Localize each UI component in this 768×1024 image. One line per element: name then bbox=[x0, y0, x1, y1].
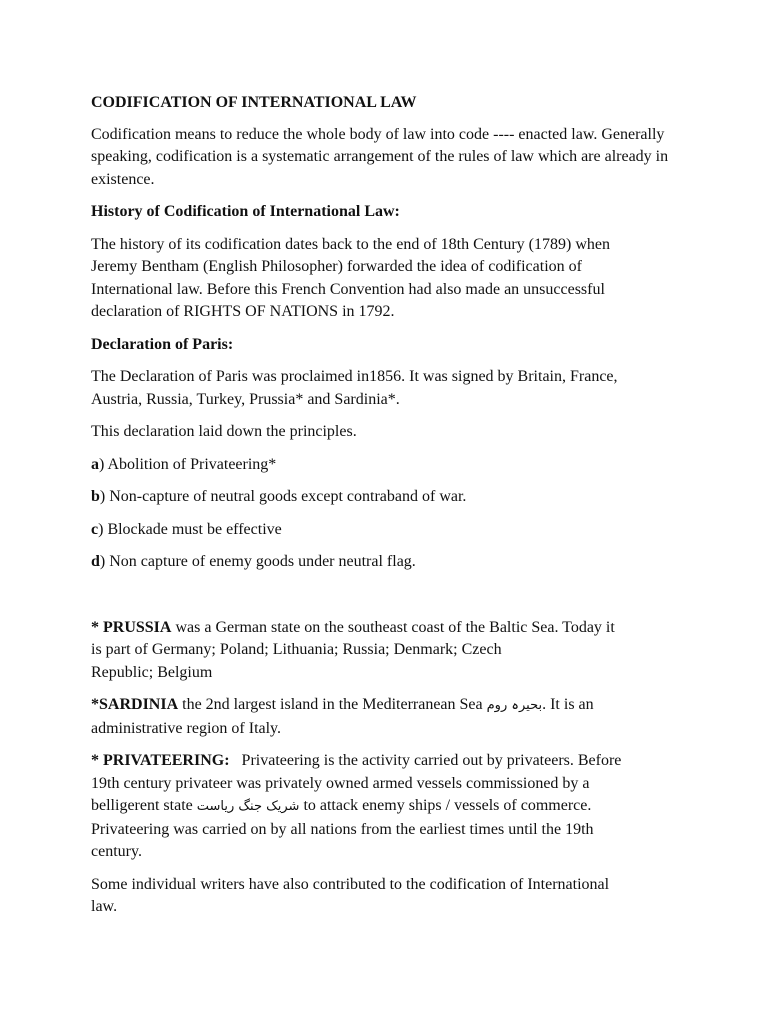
history-line: Jeremy Bentham (English Philosopher) forwarded the idea of codification of bbox=[91, 258, 582, 275]
sardinia-text: . It is an bbox=[542, 696, 594, 713]
paris-line: Austria, Russia, Turkey, Prussia* and Sardinia*. bbox=[91, 390, 400, 408]
sardinia-urdu-term: بحیرہ روم bbox=[486, 698, 543, 713]
principle-item bbox=[91, 519, 691, 542]
principles-intro: This declaration laid down the principles. bbox=[91, 423, 357, 440]
sardinia-label: *SARDINIA bbox=[91, 696, 179, 713]
history-line: International law. Before this French Convention had also made an unsuccessful bbox=[91, 280, 605, 298]
history-heading: History of Codification of International Law: bbox=[91, 203, 400, 220]
sardinia-text: the 2nd largest island in the Mediterranean Sea bbox=[178, 696, 487, 713]
prussia-label: * PRUSSIA bbox=[91, 618, 172, 636]
history-line: The history of its codification dates back to the end of 18th Century (1789) when bbox=[91, 235, 610, 253]
principle-text: ) Non capture of enemy goods under neutral flag. bbox=[99, 553, 416, 570]
paris-paragraph bbox=[91, 366, 691, 411]
paris-heading: Declaration of Paris: bbox=[91, 335, 234, 353]
principle-item bbox=[91, 551, 691, 574]
sardinia-note bbox=[91, 694, 691, 740]
privateering-text: belligerent state bbox=[91, 797, 197, 814]
closing-line: law. bbox=[91, 898, 118, 915]
principle-item bbox=[91, 486, 691, 509]
privateering-text: century. bbox=[91, 843, 142, 860]
privateering-label: * PRIVATEERING: bbox=[91, 752, 230, 769]
history-line: declaration of RIGHTS OF NATIONS in 1792. bbox=[91, 303, 395, 320]
principle-letter: b bbox=[91, 488, 100, 505]
prussia-text: Republic; Belgium bbox=[91, 663, 213, 681]
privateering-urdu-term: شریک جنگ ریاست bbox=[196, 799, 300, 814]
paris-line: The Declaration of Paris was proclaimed in1856. It was signed by Britain, France, bbox=[91, 368, 618, 385]
history-paragraph bbox=[91, 234, 691, 324]
principle-letter: c bbox=[91, 520, 99, 538]
section-spacer bbox=[91, 584, 691, 617]
prussia-text: is part of Germany; Poland; Lithuania; Russia; Denmark; Czech bbox=[91, 641, 502, 658]
sardinia-text: administrative region of Italy. bbox=[91, 719, 282, 737]
document-page bbox=[91, 92, 691, 929]
privateering-text: Privateering is the activity carried out by privateers. Before bbox=[229, 752, 622, 769]
principle-text: ) Non-capture of neutral goods except contraband of war. bbox=[99, 488, 467, 505]
principle-text: ) Abolition of Privateering* bbox=[99, 455, 277, 473]
privateering-text: 19th century privateer was privately owned armed vessels commissioned by a bbox=[91, 774, 590, 792]
prussia-note bbox=[91, 617, 691, 685]
closing-line: Some individual writers have also contributed to the codification of International bbox=[91, 875, 610, 893]
privateering-text: Privateering was carried on by all nations from the earliest times until the 19th bbox=[91, 820, 594, 838]
privateering-text: to attack enemy ships / vessels of commerce. bbox=[299, 797, 592, 814]
principle-item bbox=[91, 454, 691, 477]
intro-paragraph: Codification means to reduce the whole body of law into code ---- enacted law. Generally speaking, codification is a systematic arrangement of the rules of law which are already in existence. bbox=[91, 125, 669, 188]
privateering-note bbox=[91, 750, 691, 864]
prussia-text: was a German state on the southeast coast of the Baltic Sea. Today it bbox=[171, 618, 615, 636]
principle-letter: a bbox=[91, 455, 99, 473]
document-title: CODIFICATION OF INTERNATIONAL LAW bbox=[91, 94, 417, 111]
principle-text: ) Blockade must be effective bbox=[98, 520, 282, 538]
principle-letter: d bbox=[91, 553, 100, 570]
closing-paragraph bbox=[91, 874, 691, 919]
